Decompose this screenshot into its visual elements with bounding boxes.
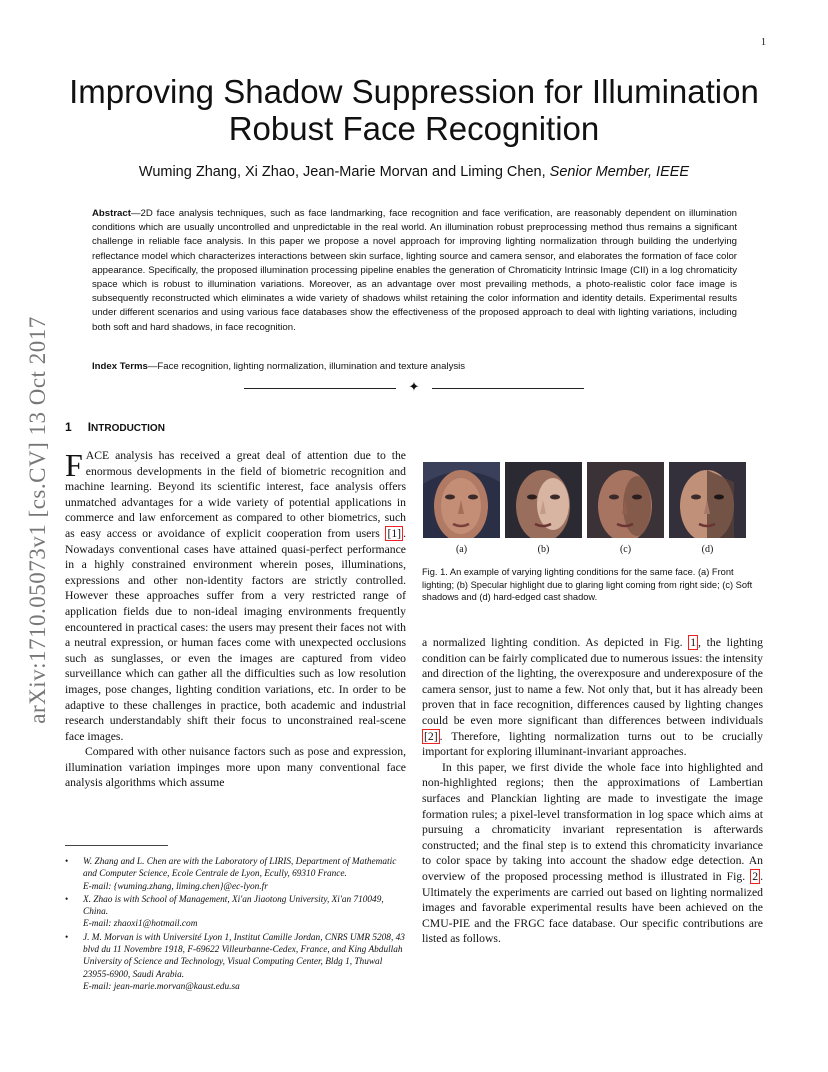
abstract-text: —2D face analysis techniques, such as face landmarking, face recognition and face verification, are reasonably dependent on illumination conditions which are usually uncontrolled and unpredictable in the real world. An illumination robust preprocessing method thus remains a significant challenge in reliable face analysis. In this paper we propose a novel approach for improving lighting normalization through building the underlying reflectance model which characterizes interactions between skin surface, lighting source and camera sensor, and elaborates the formation of face color appearance. Specifically, the proposed illumination processing pipeline enables the generation of Chromaticity Intrinsic Image (CII) in a log chromaticity space which is robust to illumination variations. Moreover, as an advantage over most prevailing methods, a photo-realistic color face image is subsequently reconstructed which eliminates a wide variety of shadows whilst retaining the color information and identity details. Experimental results under different scenarios and using various face databases show the effectiveness of the proposed approach to deal with lighting variations, including both soft and hard shadows, in face recognition. [92, 208, 737, 333]
right-column [422, 635, 763, 947]
index-terms-text: —Face recognition, lighting normalization, illumination and texture analysis [147, 361, 466, 372]
paragraph-text: analysis has received a great deal of attention due to the enormous developments in the field of biometric recognition and machine learning. Beyond its scientific interest, face analysis offers unmatched advantages for a wide variety of potential applications in commerce and law enforcement as compared to other biometrics, such as easy access or avoidance of explicit cooperation from users [65, 449, 406, 540]
paragraph-text: a normalized lighting condition. As depicted in Fig. [422, 636, 689, 649]
footnote [65, 932, 406, 993]
paragraph-text: . Nowadays conventional cases have attained quasi-perfect performance in a highly constrained environment wherein poses, illuminations, expressions and other non-identity factors are strictly controlled. However these approaches suffer from a very restricted range of application fields due to non-ideal imaging environments frequently encountered in practical cases: the users may present their faces not with a neutral expression, or human faces come with unexpected occlusions such as sunglasses, or even the images are captured from video surveillance which can gather all the difficulties such as low resolution images, pose changes, lighting condition variations, etc. In order to be adaptive to these challenges in practice, both academic and industrial research understandably shift their focus to unconstrained real-scene face images. [65, 526, 406, 743]
face-label: (a) [455, 544, 468, 555]
footnote [65, 894, 406, 931]
paragraph: Compared with other nuisance factors such as pose and expression, illumination variation impinges more upon many conventional face analysis algorithms which assume [65, 745, 406, 790]
bullet-icon: • [65, 894, 69, 905]
author-role: Senior Member, IEEE [549, 164, 690, 180]
paragraph-text: . Therefore, lighting normalization turns out to be crucially important for exploring illuminant-invariant approaches. [422, 729, 763, 759]
left-column [65, 448, 406, 791]
face-label-row [423, 544, 763, 555]
footnote-email: E-mail: zhaoxi1@hotmail.com [83, 919, 198, 930]
section-title-initial: I [87, 420, 92, 434]
paragraph-text: , the lighting condition can be fairly complicated due to numerous issues: the intensity and direction of the lighting, the overexposure and underexposure of the camera sensor, just to name a few. Not only that, but it has already been proven that in face recognition, differences caused by lighting changes could be even more significant than differences between individuals [422, 636, 763, 727]
face-image-b [505, 462, 582, 538]
abstract [92, 207, 737, 335]
paragraph [422, 760, 763, 947]
separator-line-left [244, 388, 396, 389]
bullet-icon: • [65, 932, 69, 943]
face-image-row [423, 462, 763, 538]
footnote-email: E-mail: {wuming.zhang, liming.chen}@ec-lyon.fr [83, 881, 268, 892]
paragraph [65, 448, 406, 744]
citation-link[interactable]: [2] [424, 729, 438, 743]
paragraph-text: In this paper, we first divide the whole face into highlighted and non-highlighted regions; then the approximations of Lambertian surfaces and Planckian lighting are made to investigate the image formation rules; a pixel-level transformation in log space which aims at pursuing a chromaticity invariant representation is afterwards constructed; and the final step is to extend this chromaticity invariance to color space by taking into account the shadow edge detection. An overview of the proposed processing method is illustrated in Fig. [422, 760, 763, 883]
footnote-rule [65, 845, 168, 846]
section-separator [244, 381, 584, 395]
bullet-icon: • [65, 857, 69, 867]
footnote-text: J. M. Morvan is with Université Lyon 1, Institut Camille Jordan, CNRS UMR 5208, 43 blvd du 11 Novembre 1918, F-69622 Villeurbanne-Cedex, France, and King Abdullah University of Science and Technology, Visual Computing Center, Bldg 1, Thuwal 23955-6900, Saudi Arabia. [83, 932, 405, 980]
section-title-rest: NTRODUCTION [91, 423, 165, 434]
dropcap-word-rest: ACE [85, 449, 110, 462]
abstract-label: Abstract [92, 208, 131, 219]
author-line [60, 164, 768, 180]
index-terms [92, 361, 737, 372]
footnote [65, 856, 406, 893]
face-image-a [423, 462, 500, 538]
paragraph [422, 635, 763, 760]
section-number: 1 [65, 420, 72, 434]
citation-link[interactable]: [1] [387, 526, 402, 540]
page-number: 1 [761, 37, 766, 48]
figure-1 [423, 462, 763, 555]
drop-cap: F [65, 447, 83, 483]
arxiv-identifier[interactable]: arXiv:1710.05073v1 [cs.CV] 13 Oct 2017 [25, 316, 50, 724]
separator-line-right [432, 388, 584, 389]
paragraph-text: . Ultimately the experiments are carried out based on lighting normalized images and favorable experimental results have been achieved on the CMU-PIE and the FRGC face database. Our specific contributions are listed as follows. [422, 869, 763, 946]
face-image-d [669, 462, 746, 538]
footnotes [65, 856, 406, 994]
footnote-email: E-mail: jean-marie.morvan@kaust.edu.sa [83, 981, 240, 992]
figure-link[interactable]: 2 [752, 869, 759, 883]
section-heading [65, 420, 165, 434]
face-label: (d) [701, 544, 714, 555]
author-names: Wuming Zhang, Xi Zhao, Jean-Marie Morvan and Liming Chen, [138, 164, 546, 180]
face-label: (b) [537, 544, 550, 555]
paper-title: Improving Shadow Suppression for Illumination Robust Face Recognition [69, 73, 759, 147]
index-terms-label: Index Terms [92, 361, 148, 372]
figure-link[interactable]: 1 [690, 636, 697, 649]
figure-caption: Fig. 1. An example of varying lighting conditions for the same face. (a) Front lighting; (b) Specular highlight due to glaring light coming from right side; (c) Soft shadows and (d) hard-edged cast shadow. [422, 567, 753, 603]
face-image-c [587, 462, 664, 538]
footnote-text: X. Zhao is with School of Management, Xi'an Jiaotong University, Xi'an 710049, China. [83, 894, 384, 918]
footnote-text: W. Zhang and L. Chen are with the Laboratory of LIRIS, Department of Mathematic and Computer Science, Ecole Centrale de Lyon, Ecully, 69310 France. [83, 857, 397, 880]
face-label: (c) [619, 544, 632, 555]
separator-star-icon: ✦ [408, 379, 420, 394]
